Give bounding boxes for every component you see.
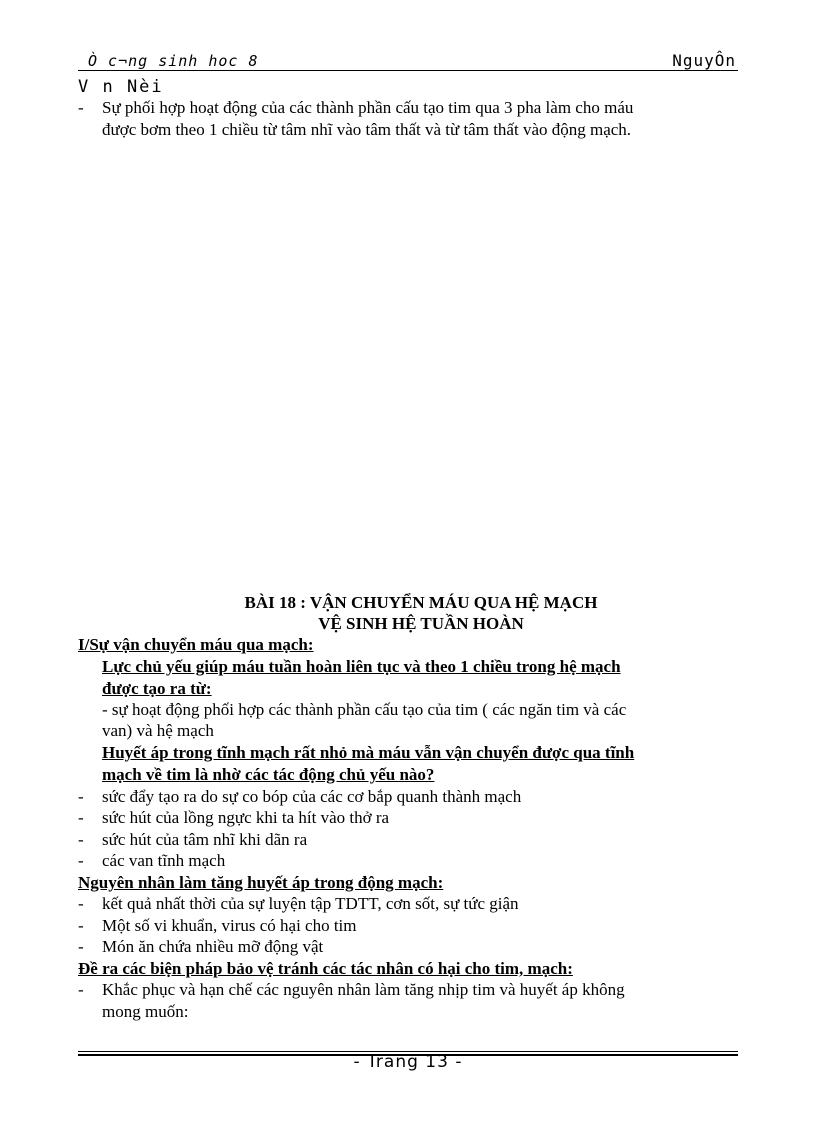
- question2-line-2: mạch về tim là nhờ các tác động chủ yếu nào?: [102, 765, 435, 784]
- answer1-line-2: van) và hệ mạch: [102, 721, 214, 740]
- page-number: - Trang 13 -: [353, 1052, 463, 1072]
- lesson-subtitle: VỆ SINH HỆ TUẦN HOÀN: [318, 614, 524, 633]
- list-item: sức hút của tâm nhĩ khi dãn ra: [102, 830, 308, 849]
- list-bullet: -: [78, 980, 84, 999]
- list-item: sức hút của lồng ngực khi ta hít vào thở ra: [102, 808, 390, 827]
- list-bullet: -: [78, 894, 84, 913]
- section-label: V n Nèi: [78, 77, 164, 97]
- section3-heading: Đề ra các biện pháp bảo vệ tránh các tác nhân có hại cho tim, mạch:: [78, 959, 573, 978]
- lesson-title: BÀI 18 : VẬN CHUYỂN MÁU QUA HỆ MẠCH: [244, 593, 598, 612]
- list-item: Một số vi khuẩn, virus có hại cho tim: [102, 916, 357, 935]
- intro-line-1: Sự phối hợp hoạt động của các thành phần cấu tạo tim qua 3 pha làm cho máu: [102, 98, 634, 117]
- section1-heading: I/Sự vận chuyển máu qua mạch:: [78, 635, 314, 654]
- question2-line-1: Huyết áp trong tĩnh mạch rất nhỏ mà máu vẫn vận chuyển được qua tĩnh: [102, 743, 635, 762]
- intro-line-2: được bơm theo 1 chiều từ tâm nhĩ vào tâm thất và từ tâm thất vào động mạch.: [102, 120, 632, 139]
- list-bullet: -: [78, 830, 84, 849]
- page-header: [78, 50, 738, 71]
- list-item: Món ăn chứa nhiều mỡ động vật: [102, 937, 324, 956]
- list-bullet: -: [78, 787, 84, 806]
- list-bullet: -: [78, 916, 84, 935]
- list-item: sức đẩy tạo ra do sự co bóp của các cơ bắp quanh thành mạch: [102, 787, 522, 806]
- header-course-title: Ò c¬ng sinh hoc 8: [88, 52, 259, 70]
- list-bullet: -: [78, 808, 84, 827]
- list-bullet: -: [78, 851, 84, 870]
- section2-heading: Nguyên nhân làm tăng huyết áp trong động mạch:: [78, 873, 444, 892]
- list-item: kết quả nhất thời của sự luyện tập TDTT, cơn sốt, sự tức giận: [102, 894, 519, 913]
- intro-bullet: -: [78, 98, 84, 117]
- answer1-line-1: - sự hoạt động phối hợp các thành phần cấu tạo của tim ( các ngăn tim và các: [102, 700, 627, 719]
- question1-line-1: Lực chủ yếu giúp máu tuần hoàn liên tục và theo 1 chiều trong hệ mạch: [102, 657, 621, 676]
- list-bullet: -: [78, 937, 84, 956]
- section3-item-line-1: Khắc phục và hạn chế các nguyên nhân làm tăng nhịp tim và huyết áp không: [102, 980, 625, 999]
- header-author: NguyÔn: [672, 51, 736, 70]
- section3-item-line-2: mong muốn:: [102, 1002, 189, 1021]
- question1-line-2: được tạo ra từ:: [102, 679, 212, 698]
- list-item: các van tĩnh mạch: [102, 851, 226, 870]
